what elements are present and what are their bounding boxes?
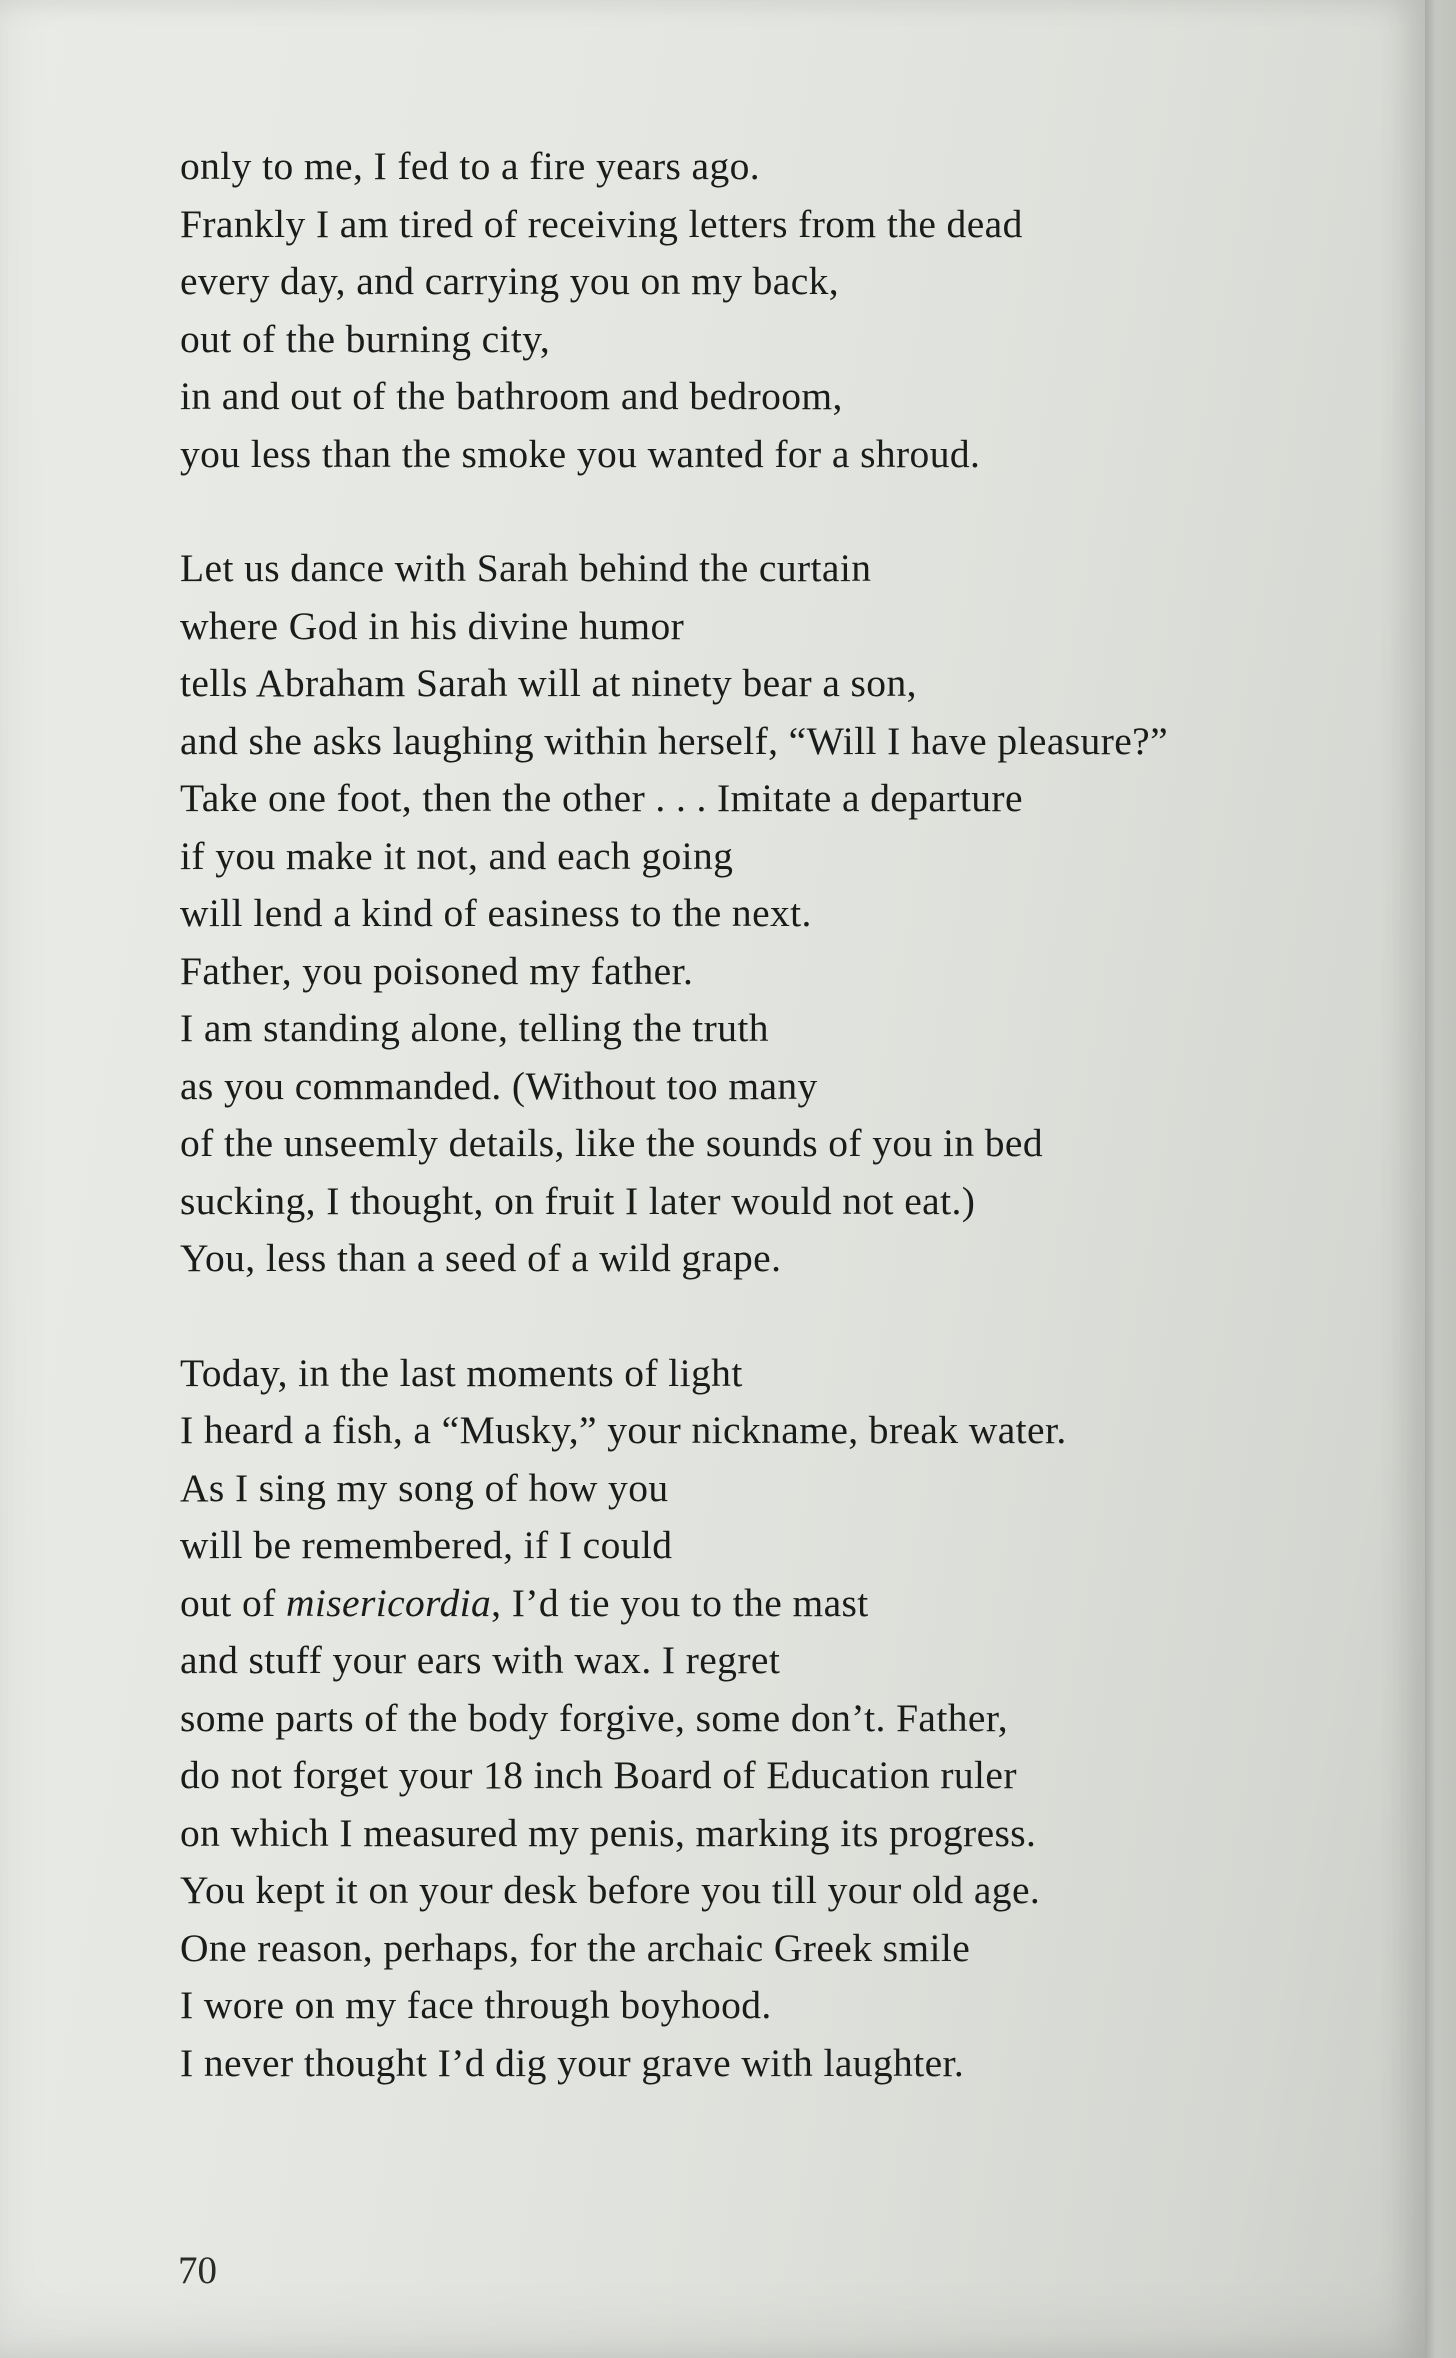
poem-line: and she asks laughing within herself, “Will I have pleasure?”: [180, 718, 1169, 763]
poem-line: Take one foot, then the other . . . Imitate a departure: [180, 776, 1023, 820]
page-number: 70: [178, 2249, 217, 2292]
poem-line: Frankly I am tired of receiving letters from the dead: [180, 201, 1023, 246]
poem-line: do not forget your 18 inch Board of Education ruler: [180, 1753, 1017, 1797]
poem-line: I never thought I’d dig your grave with laughter.: [180, 2040, 965, 2085]
poem-line: You kept it on your desk before you till your old age.: [180, 1868, 1041, 1912]
poem-line: will be remembered, if I could: [180, 1523, 673, 1567]
poem-line: only to me, I fed to a fire years ago.: [180, 144, 761, 188]
stanza-1: [180, 138, 1370, 483]
poem-line: You, less than a seed of a wild grape.: [180, 1236, 782, 1280]
poem-line: where God in his divine humor: [180, 603, 685, 648]
poem-line: I am standing alone, telling the truth: [180, 1006, 769, 1050]
poem-line: some parts of the body forgive, some don’t. Father,: [180, 1695, 1009, 1740]
stanza-2: [180, 540, 1370, 1288]
poem-line: every day, and carrying you on my back,: [180, 259, 840, 303]
poem-line: Let us dance with Sarah behind the curtain: [180, 546, 872, 590]
poem-line: will lend a kind of easiness to the next.: [180, 891, 812, 935]
poem-line: One reason, perhaps, for the archaic Greek smile: [180, 1925, 971, 1970]
poem-line: tells Abraham Sarah will at ninety bear a son,: [180, 661, 917, 705]
poem-line: on which I measured my penis, marking its progress.: [180, 1810, 1037, 1855]
page-edge: [1425, 0, 1456, 2358]
poem-line: Today, in the last moments of light: [180, 1350, 743, 1395]
poem-line: as you commanded. (Without too many: [180, 1063, 818, 1108]
poem-line: you less than the smoke you wanted for a shroud.: [180, 431, 981, 476]
poem-line: sucking, I thought, on fruit I later would not eat.): [180, 1178, 976, 1223]
line-text-before: out of: [180, 1580, 286, 1625]
poem-line: out of the burning city,: [180, 316, 551, 361]
poem-line: As I sing my song of how you: [180, 1465, 669, 1510]
poem-line: I heard a fish, a “Musky,” your nickname, break water.: [180, 1408, 1067, 1452]
poem-line: if you make it not, and each going: [180, 833, 734, 878]
poem-line: of the unseemly details, like the sounds of you in bed: [180, 1121, 1044, 1165]
poem-line: in and out of the bathroom and bedroom,: [180, 374, 843, 418]
poem-line: and stuff your ears with wax. I regret: [180, 1638, 781, 1682]
stanza-3: [180, 1345, 1370, 2093]
poem-line: Father, you poisoned my father.: [180, 948, 694, 993]
poem-text: [180, 138, 1370, 2149]
poem-line-misericordia: [180, 1575, 1370, 1633]
poem-line: I wore on my face through boyhood.: [180, 1983, 772, 2027]
line-text-after: , I’d tie you to the mast: [491, 1580, 869, 1625]
italic-word: misericordia: [285, 1580, 492, 1625]
